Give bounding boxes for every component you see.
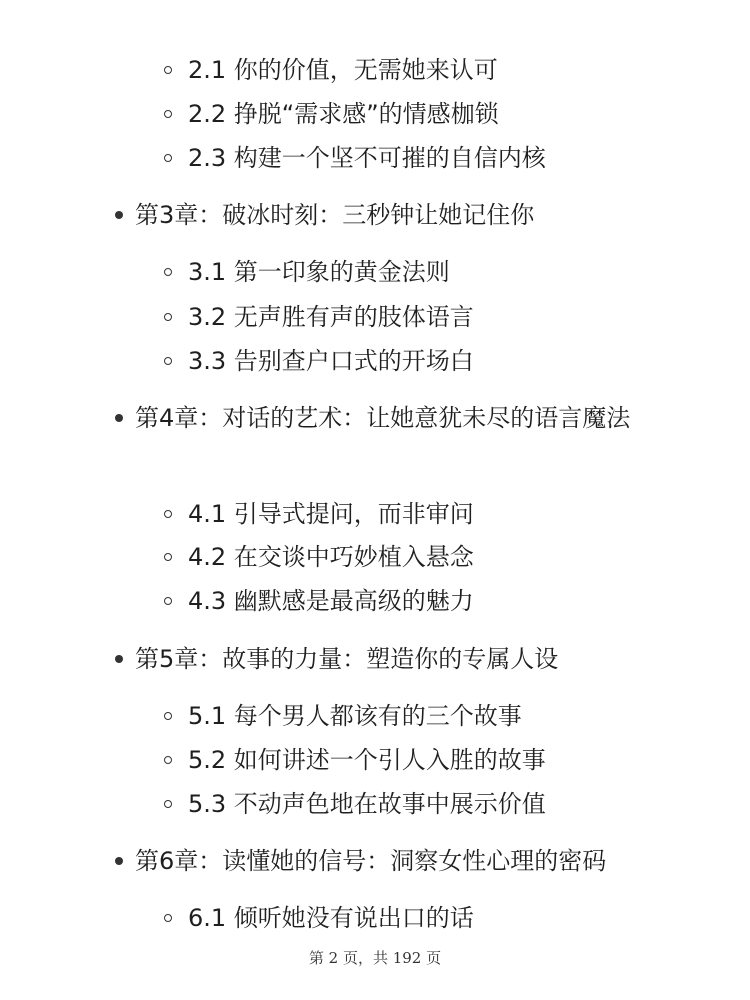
filled-bullet-icon	[115, 857, 123, 865]
toc-item-2-2[interactable]	[188, 99, 499, 129]
filled-bullet-icon	[115, 211, 123, 219]
toc-item-label: 4.3 幽默感是最高级的魅力	[188, 587, 474, 615]
toc-item-label: 3.3 告别查户口式的开场白	[188, 347, 474, 375]
hollow-bullet-icon	[164, 154, 172, 162]
toc-item-label: 2.3 构建一个坚不可摧的自信内核	[188, 144, 546, 172]
toc-chapter-3[interactable]	[135, 195, 675, 235]
toc-item-3-2[interactable]	[188, 302, 474, 332]
toc-item-2-1[interactable]	[188, 55, 498, 85]
hollow-bullet-icon	[164, 597, 172, 605]
filled-bullet-icon	[115, 414, 123, 422]
toc-item-3-1[interactable]	[188, 257, 450, 287]
toc-item-4-1[interactable]	[188, 499, 474, 529]
toc-item-6-1[interactable]	[188, 903, 474, 933]
toc-item-5-1[interactable]	[188, 701, 522, 731]
toc-chapter-label: 第5章：故事的力量：塑造你的专属人设	[135, 645, 559, 673]
toc-item-3-3[interactable]	[188, 346, 474, 376]
hollow-bullet-icon	[164, 110, 172, 118]
toc-chapter-label: 第4章：对话的艺术：让她意犹未尽的语言魔法	[135, 404, 631, 432]
toc-item-label: 5.3 不动声色地在故事中展示价值	[188, 790, 546, 818]
toc-item-2-3[interactable]	[188, 143, 546, 173]
hollow-bullet-icon	[164, 268, 172, 276]
filled-bullet-icon	[115, 655, 123, 663]
toc-chapter-4[interactable]	[135, 398, 675, 438]
toc-chapter-6[interactable]	[135, 841, 675, 881]
hollow-bullet-icon	[164, 712, 172, 720]
hollow-bullet-icon	[164, 800, 172, 808]
hollow-bullet-icon	[164, 357, 172, 365]
toc-chapter-5[interactable]	[135, 639, 675, 679]
hollow-bullet-icon	[164, 510, 172, 518]
toc-item-label: 2.2 挣脱“需求感”的情感枷锁	[188, 100, 499, 128]
toc-chapter-label: 第6章：读懂她的信号：洞察女性心理的密码	[135, 847, 607, 875]
toc-item-4-3[interactable]	[188, 586, 474, 616]
toc-item-label: 5.1 每个男人都该有的三个故事	[188, 702, 522, 730]
toc-item-4-2[interactable]	[188, 542, 474, 572]
toc-item-label: 4.1 引导式提问，而非审问	[188, 500, 474, 528]
hollow-bullet-icon	[164, 313, 172, 321]
toc-chapter-label: 第3章：破冰时刻：三秒钟让她记住你	[135, 201, 535, 229]
page-number-footer: 第 2 页，共 192 页	[308, 949, 442, 967]
toc-item-label: 4.2 在交谈中巧妙植入悬念	[188, 543, 474, 571]
toc-item-5-2[interactable]	[188, 745, 546, 775]
toc-item-label: 2.1 你的价值，无需她来认可	[188, 56, 498, 84]
toc-item-label: 5.2 如何讲述一个引人入胜的故事	[188, 746, 546, 774]
toc-item-label: 3.1 第一印象的黄金法则	[188, 258, 450, 286]
hollow-bullet-icon	[164, 66, 172, 74]
hollow-bullet-icon	[164, 914, 172, 922]
toc-item-label: 3.2 无声胜有声的肢体语言	[188, 303, 474, 331]
toc-item-label: 6.1 倾听她没有说出口的话	[188, 904, 474, 932]
hollow-bullet-icon	[164, 756, 172, 764]
toc-item-5-3[interactable]	[188, 789, 546, 819]
hollow-bullet-icon	[164, 553, 172, 561]
